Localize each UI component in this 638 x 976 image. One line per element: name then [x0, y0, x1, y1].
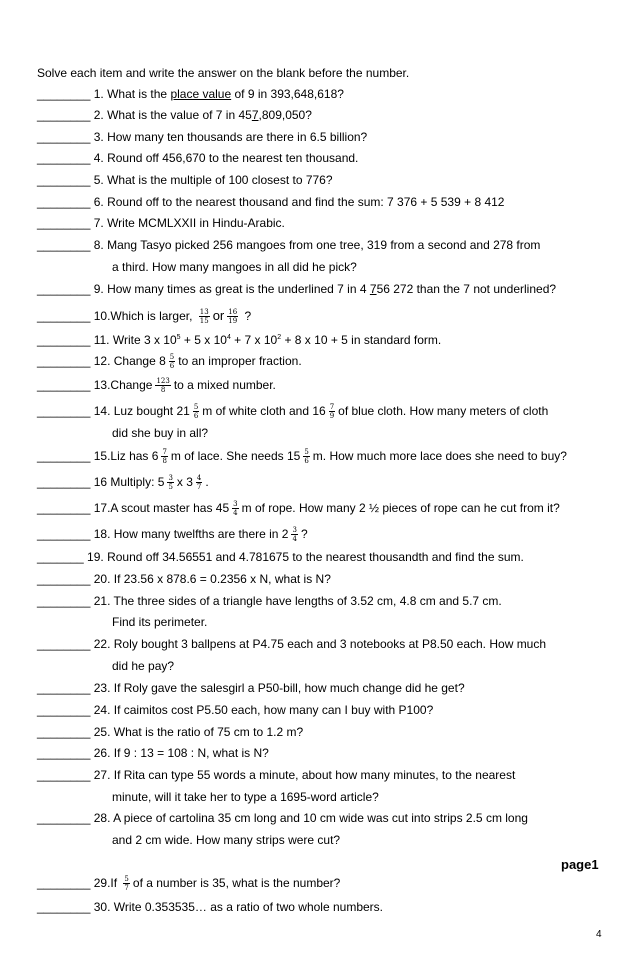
fraction: $\frac{3}{5}$: [168, 474, 173, 492]
answer-blank: ________: [37, 572, 91, 586]
fraction: $\frac{4}{7}$: [196, 474, 202, 492]
item-30: ________ 30. Write 0.353535… as a ratio of two whole numbers.: [37, 900, 383, 914]
answer-blank: ________: [37, 238, 91, 252]
item-10: ________ 10.Which is larger, $\frac{13}{15}$ or $\frac{16}{19}$ ?: [37, 308, 252, 326]
answer-blank: ________: [37, 216, 91, 230]
answer-blank: ________: [37, 681, 91, 695]
item-20: ________ 20. If 23.56 x 878.6 = 0.2356 x N, what is N?: [37, 572, 331, 586]
answer-blank: ________: [37, 404, 91, 418]
fraction: $\frac{3}{4}$: [233, 500, 238, 518]
answer-blank: ________: [37, 449, 91, 463]
item-22: ________ 22. Roly bought 3 ballpens at P4.75 each and 3 notebooks at P8.50 each. How much: [37, 637, 547, 651]
item-1: ________ 1. What is the place value of 9 in 393,648,618?: [37, 87, 344, 101]
item-12: ________ 12. Change 8 $\frac{5}{6}$ to an improper fraction.: [37, 353, 302, 371]
item-27-continued: minute, will it take her to type a 1695-word article?: [112, 790, 379, 804]
item-5: ________ 5. What is the multiple of 100 closest to 776?: [37, 173, 333, 187]
instructions: Solve each item and write the answer on the blank before the number.: [37, 66, 410, 80]
answer-blank: ________: [37, 195, 91, 209]
item-7: ________ 7. Write MCMLXXII in Hindu-Arabic.: [37, 216, 285, 230]
answer-blank: ________: [37, 475, 91, 489]
answer-blank: ________: [37, 637, 91, 651]
fraction: $\frac{3}{4}$: [292, 526, 297, 544]
item-8-continued: a third. How many mangoes in all did he pick?: [112, 260, 357, 274]
item-21: ________ 21. The three sides of a triangle have lengths of 3.52 cm, 4.8 cm and 5.7 cm.: [37, 594, 502, 608]
item-28-continued: and 2 cm wide. How many strips were cut?: [112, 833, 341, 847]
item-15: ________ 15.Liz has 6 $\frac{7}{8}$ m of lace. She needs 15 $\frac{5}{6}$ m. How much more lace does she need to buy?: [37, 448, 567, 466]
fraction: $\frac{16}{19}$: [228, 308, 238, 326]
fraction: $\frac{7}{9}$: [329, 403, 335, 421]
item-25: ________ 25. What is the ratio of 75 cm to 1.2 m?: [37, 725, 304, 739]
answer-blank: ________: [37, 151, 91, 165]
answer-blank: ________: [37, 108, 91, 122]
fraction: $\frac{123}{8}$: [156, 377, 170, 395]
fraction: $\frac{5}{6}$: [304, 448, 309, 466]
answer-blank: ________: [37, 876, 91, 890]
answer-blank: ________: [37, 725, 91, 739]
fraction: $\frac{5}{6}$: [169, 353, 175, 371]
fraction: $\frac{5}{6}$: [193, 403, 199, 421]
item-19: _______ 19. Round off 34.56551 and 4.781675 to the nearest thousandth and find the sum.: [37, 550, 524, 564]
fraction: $\frac{13}{15}$: [199, 308, 209, 326]
answer-blank: ________: [37, 900, 91, 914]
answer-blank: ________: [37, 811, 91, 825]
item-26: ________ 26. If 9 : 13 = 108 : N, what is N?: [37, 746, 269, 760]
fraction: $\frac{7}{8}$: [162, 448, 167, 466]
item-24: ________ 24. If caimitos cost P5.50 each, how many can I buy with P100?: [37, 703, 434, 717]
item-14: ________ 14. Luz bought 21 $\frac{5}{6}$ m of white cloth and 16 $\frac{7}{9}$ of blue cloth. How many meters of cloth: [37, 403, 549, 421]
item-9: ________ 9. How many times as great is the underlined 7 in 4 756 272 than the 7 not underlined?: [37, 282, 557, 296]
item-8: ________ 8. Mang Tasyo picked 256 mangoes from one tree, 319 from a second and 278 from: [37, 238, 541, 252]
answer-blank: ________: [37, 354, 91, 368]
answer-blank: ________: [37, 130, 91, 144]
answer-blank: ________: [37, 333, 91, 347]
item-6: ________ 6. Round off to the nearest thousand and find the sum: 7 376 + 5 539 + 8 412: [37, 195, 505, 209]
place-value-link[interactable]: place value: [170, 87, 232, 101]
item-11: ________ 11. Write 3 x $10^5 + 5$ x $10^4 + 7$ x $10^2 + 8$ x 10 + 5 in standard form.: [37, 333, 442, 347]
item-18: ________ 18. How many twelfths are there in 2 $\frac{3}{4}$ ?: [37, 526, 308, 544]
item-13: ________ 13.Change $\frac{123}{8}$ to a mixed number.: [37, 377, 276, 395]
item-22-continued: did he pay?: [112, 659, 175, 673]
answer-blank: _______: [37, 550, 84, 564]
item-4: ________ 4. Round off 456,670 to the nearest ten thousand.: [37, 151, 359, 165]
answer-blank: ________: [37, 501, 91, 515]
answer-blank: ________: [37, 768, 91, 782]
page-label: page1: [561, 857, 599, 872]
answer-blank: ________: [37, 309, 91, 323]
answer-blank: ________: [37, 87, 91, 101]
answer-blank: ________: [37, 527, 91, 541]
item-29: ________ 29.If $\frac{5}{7}$ of a number is 35, what is the number?: [37, 875, 341, 893]
fraction: $\frac{5}{7}$: [124, 875, 129, 893]
item-28: ________ 28. A piece of cartolina 35 cm long and 10 cm wide was cut into strips 2.5 cm long: [37, 811, 528, 825]
item-16: ________ 16 Multiply: 5 $\frac{3}{5}$ x 3 $\frac{4}{7}$ .: [37, 474, 209, 492]
item-23: ________ 23. If Roly gave the salesgirl a P50-bill, how much change did he get?: [37, 681, 465, 695]
answer-blank: ________: [37, 282, 91, 296]
answer-blank: ________: [37, 746, 91, 760]
answer-blank: ________: [37, 378, 91, 392]
page-number: 4: [596, 929, 602, 940]
item-27: ________ 27. If Rita can type 55 words a minute, about how many minutes, to the nearest: [37, 768, 516, 782]
item-14-continued: did she buy in all?: [112, 426, 209, 440]
item-21-continued: Find its perimeter.: [112, 615, 208, 629]
answer-blank: ________: [37, 594, 91, 608]
item-17: ________ 17.A scout master has 45 $\frac{3}{4}$ m of rope. How many 2 ½ pieces of rope can he cut from it?: [37, 500, 560, 518]
item-2: ________ 2. What is the value of 7 in 457,809,050?: [37, 108, 312, 122]
answer-blank: ________: [37, 703, 91, 717]
answer-blank: ________: [37, 173, 91, 187]
item-3: ________ 3. How many ten thousands are there in 6.5 billion?: [37, 130, 368, 144]
